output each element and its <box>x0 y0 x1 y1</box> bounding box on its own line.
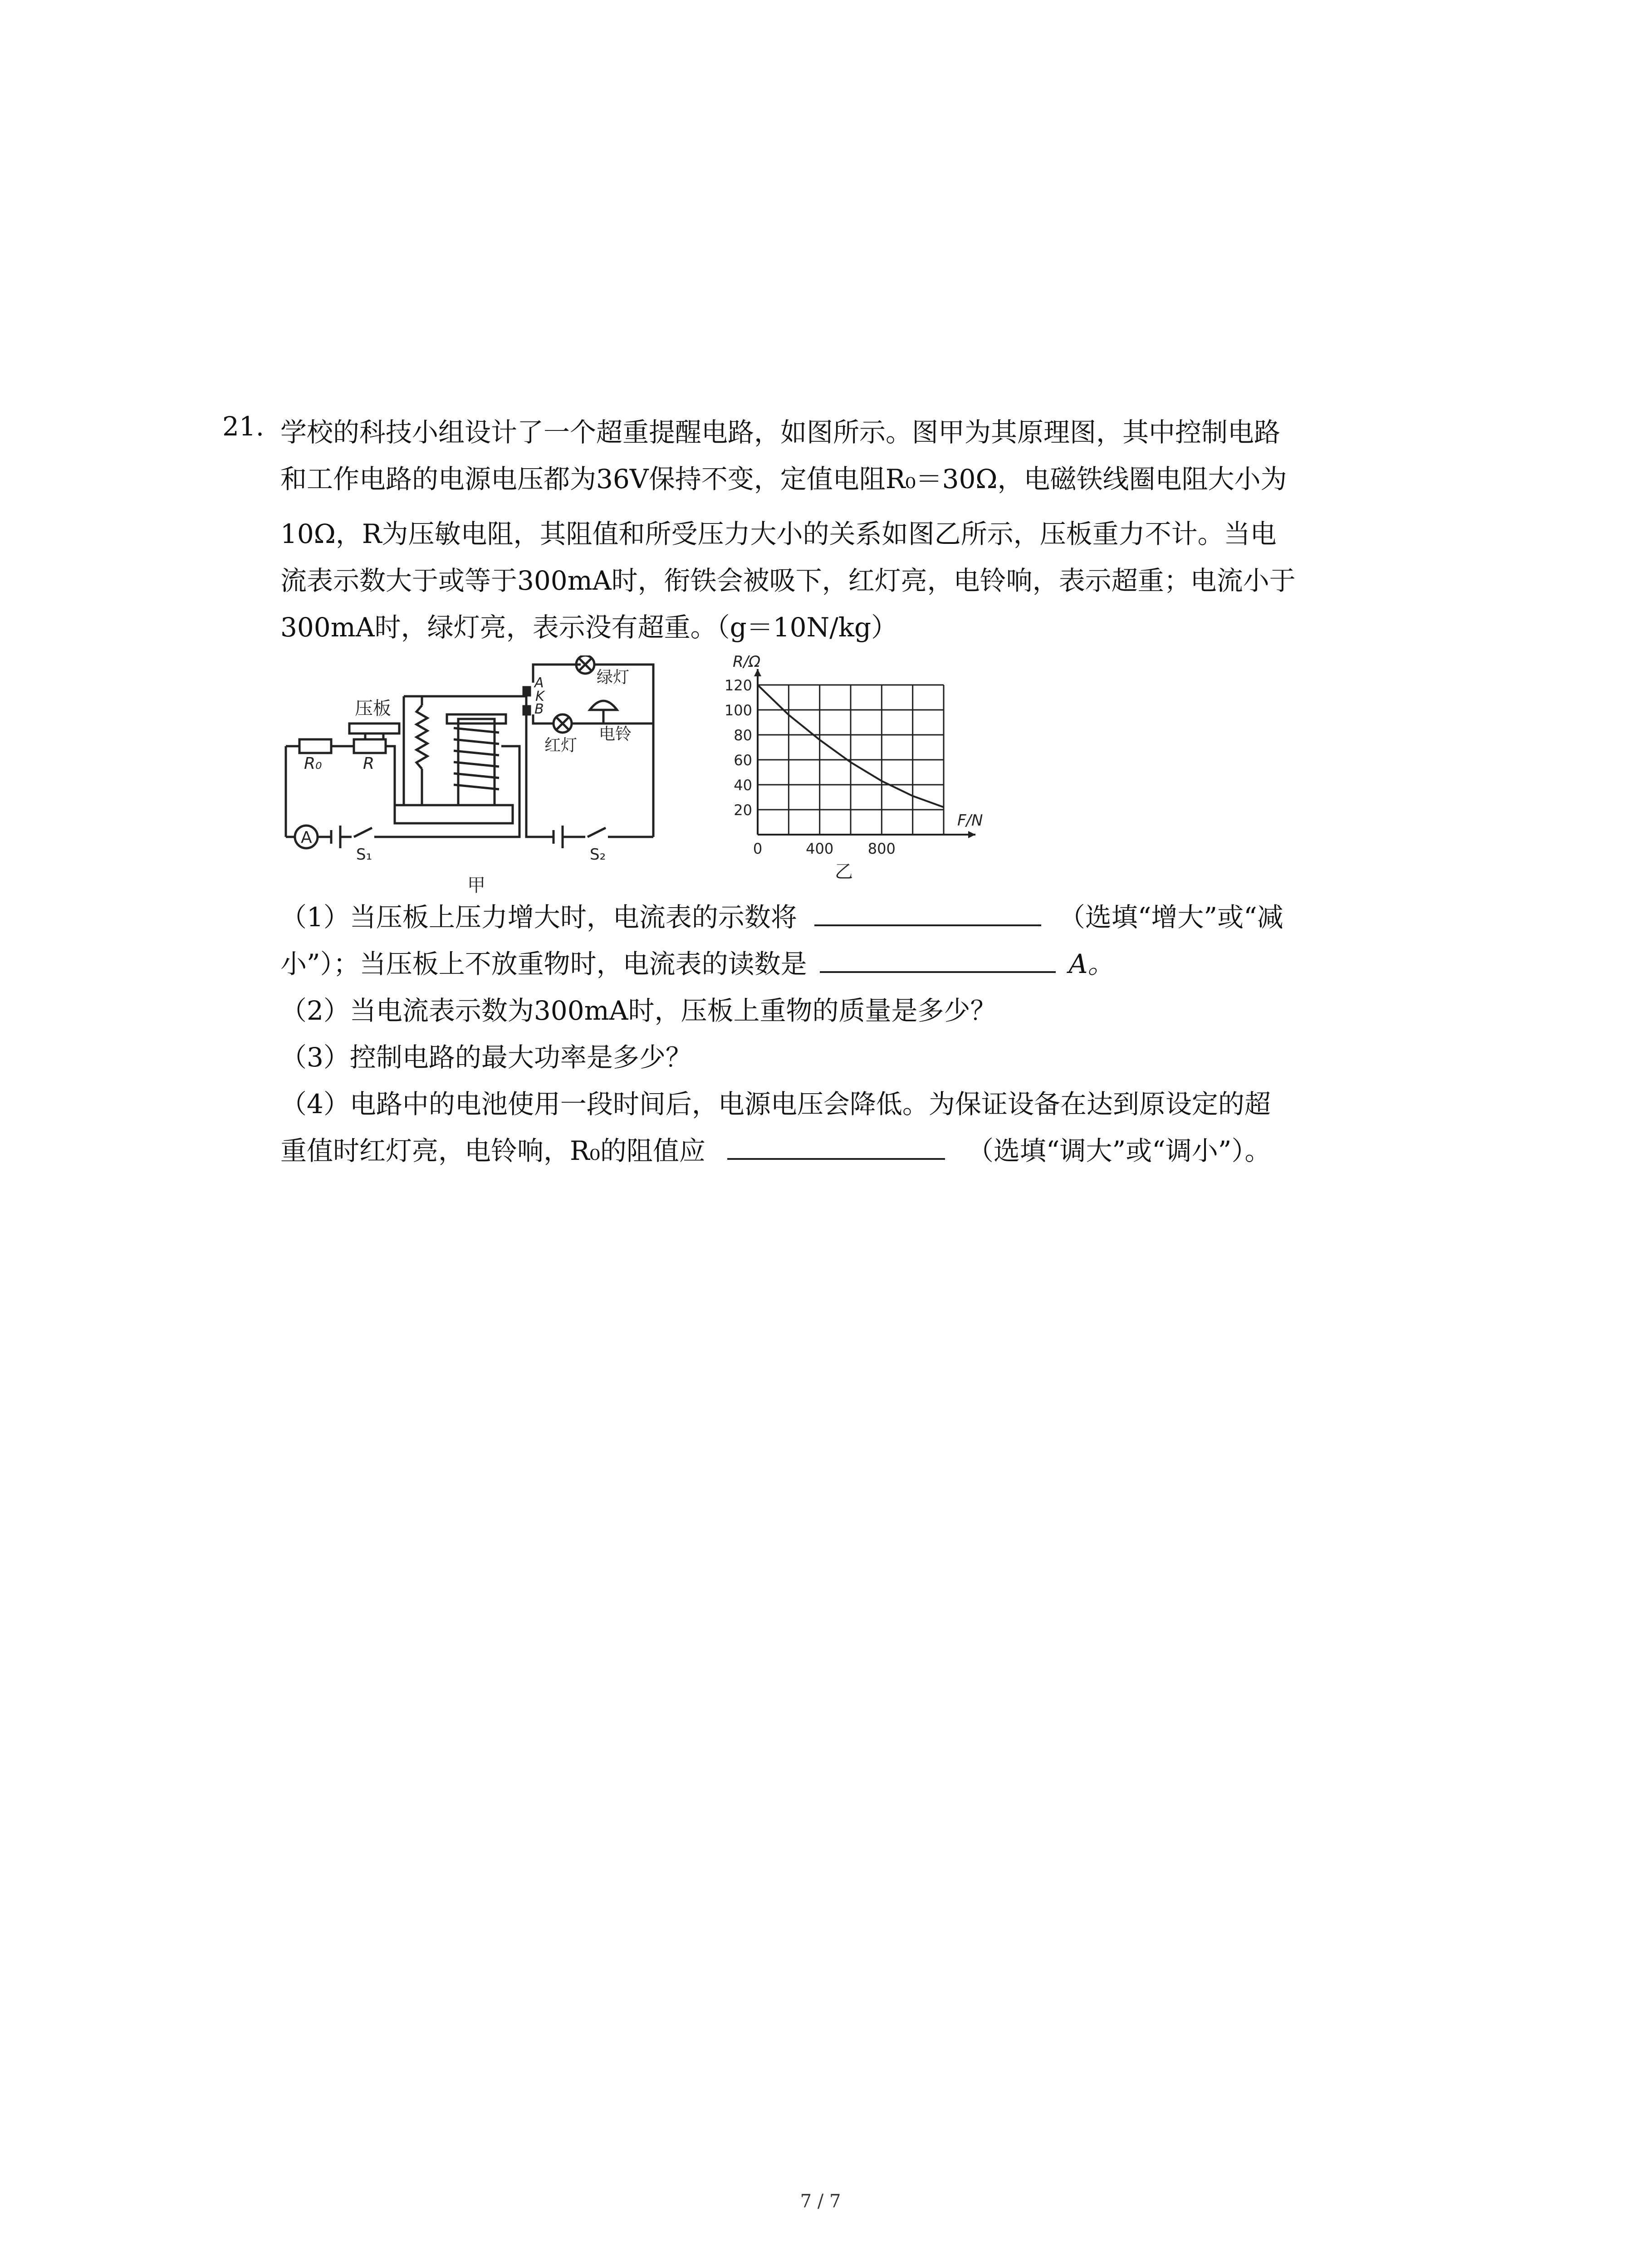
stem-line-3: 10Ω，R为压敏电阻，其阻值和所受压力大小的关系如图乙所示，压板重力不计。当电 <box>280 518 1277 549</box>
y-tick-label: 20 <box>734 802 752 819</box>
x-tick-label: 400 <box>806 840 834 857</box>
q1-answer-blank-1[interactable] <box>814 897 1041 926</box>
q4-text-1: 重值时红灯亮，电铃响，R₀的阻值应 <box>280 1135 705 1166</box>
y-tick-label: 100 <box>724 702 752 719</box>
q4-text-2: （选填“调大”或“调小”）。 <box>967 1135 1271 1166</box>
figure-yi-caption: 乙 <box>835 861 853 882</box>
q4-line-2 <box>280 1129 1271 1168</box>
page-number: 7 / 7 <box>800 2191 841 2212</box>
x-tick-label: 0 <box>753 840 763 857</box>
chart-xlabel: F/N <box>957 811 983 830</box>
chart-axes <box>754 669 975 838</box>
r-label: R <box>363 754 375 773</box>
q1-text-1: （1）当压板上压力增大时，电流表的示数将 <box>280 902 797 933</box>
contact-b-label: B <box>534 701 544 717</box>
y-tick-label: 80 <box>734 727 752 744</box>
q4-line-1: （4）电路中的电池使用一段时间后，电源电压会降低。为保证设备在达到原设定的超 <box>280 1089 1271 1119</box>
stem-line-2: 和工作电路的电源电压都为36V保持不变，定值电阻R₀＝30Ω，电磁铁线圈电阻大小为 <box>280 464 1287 494</box>
ammeter-label: A <box>301 828 312 847</box>
x-tick-label: 800 <box>867 840 896 857</box>
plate-label: 压板 <box>355 698 391 719</box>
stem-line-1: 学校的科技小组设计了一个超重提醒电路，如图所示。图甲为其原理图，其中控制电路 <box>280 417 1281 448</box>
q1-text-3: 小”）；当压板上不放重物时，电流表的读数是 <box>280 948 807 979</box>
chart-ticks <box>725 677 896 857</box>
r0-label: R₀ <box>304 754 322 773</box>
y-tick-label: 60 <box>734 752 752 769</box>
chart-grid <box>758 685 944 835</box>
q1-answer-blank-2[interactable] <box>820 944 1056 973</box>
question-number: 21. <box>222 411 265 442</box>
q1-line-1 <box>280 896 1283 934</box>
x-axis-arrow <box>968 831 975 838</box>
green-lamp-label: 绿灯 <box>597 668 630 687</box>
y-tick-label: 120 <box>724 677 752 694</box>
y-tick-label: 40 <box>734 777 752 794</box>
s2-label: S₂ <box>590 846 606 864</box>
red-lamp-label: 红灯 <box>544 736 578 755</box>
q1-text-2: （选填“增大”或“减 <box>1058 902 1283 933</box>
q1-unit: A。 <box>1068 948 1114 979</box>
q2-line: （2）当电流表示数为300mA时，压板上重物的质量是多少？ <box>280 995 997 1026</box>
figure-jia-caption: 甲 <box>467 875 485 896</box>
q4-answer-blank[interactable] <box>727 1131 945 1160</box>
s1-label: S₁ <box>356 846 372 864</box>
stem-line-5: 300mA时，绿灯亮，表示没有超重。（g＝10N/kg） <box>280 612 898 643</box>
q1-line-2 <box>280 943 1114 981</box>
chart-ylabel: R/Ω <box>733 655 761 671</box>
contact-a-label: A <box>534 675 544 691</box>
bell-label: 电铃 <box>599 725 632 743</box>
contact-k-label: K <box>535 689 544 704</box>
figure-yi-chart <box>703 655 1021 909</box>
stem-line-4: 流表示数大于或等于300mA时，衔铁会被吸下，红灯亮，电铃响，表示超重；电流小于 <box>280 565 1296 596</box>
q3-line: （3）控制电路的最大功率是多少？ <box>280 1042 692 1073</box>
